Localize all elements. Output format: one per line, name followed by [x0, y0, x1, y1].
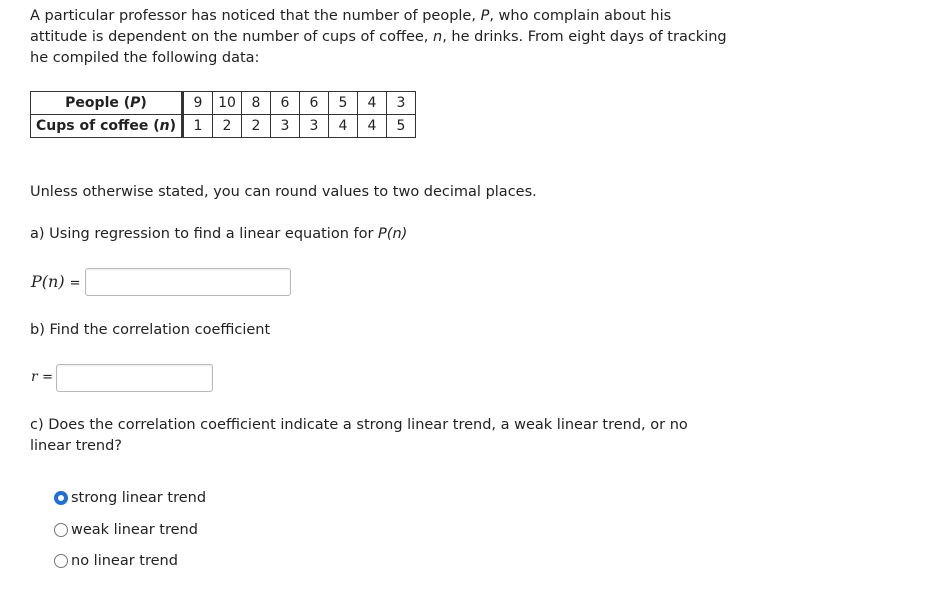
intro-text-3: , he drinks. From eight days of tracking he compiled the following data:: [30, 29, 727, 66]
question-b: b) Find the correlation coefficient: [30, 322, 271, 338]
row-header-cups: Cups of coffee (n): [31, 115, 183, 138]
table-cell: 10: [213, 92, 242, 115]
table-cell: 5: [387, 115, 416, 138]
answer-b-input[interactable]: [56, 364, 213, 392]
table-cell: 4: [358, 92, 387, 115]
intro-var-n: n: [433, 29, 443, 45]
table-row-cups: [31, 115, 416, 138]
option-label: no linear trend: [71, 553, 178, 569]
option-label: weak linear trend: [71, 522, 198, 538]
answer-a-input[interactable]: [85, 268, 291, 296]
question-a-text: a) Using regression to find a linear equation for: [30, 226, 379, 242]
radio-unselected-icon[interactable]: [54, 554, 68, 568]
table-cell: 5: [329, 92, 358, 115]
table-cell: 3: [271, 115, 300, 138]
intro-text-1: A particular professor has noticed that the number of people,: [30, 8, 481, 24]
row-header-people: People (P): [31, 92, 183, 115]
table-row-people: [31, 92, 416, 115]
intro-var-p: P: [480, 8, 490, 24]
question-a: [30, 224, 407, 245]
table-cell: 3: [300, 115, 329, 138]
problem-intro: [30, 6, 730, 69]
table-cell: 1: [183, 115, 213, 138]
answer-b-label: r =: [31, 369, 54, 385]
question-a-func: P(n): [378, 226, 408, 242]
radio-selected-icon[interactable]: [54, 491, 68, 505]
table-cell: 3: [387, 92, 416, 115]
question-c: c) Does the correlation coefficient indicate a strong linear trend, a weak linear trend, or no linear trend?: [30, 417, 688, 454]
option-label: strong linear trend: [71, 490, 207, 506]
option-no-linear-trend[interactable]: [54, 551, 178, 571]
table-cell: 2: [242, 115, 271, 138]
table-cell: 9: [183, 92, 213, 115]
table-cell: 4: [358, 115, 387, 138]
table-cell: 8: [242, 92, 271, 115]
data-table: [30, 91, 416, 138]
option-weak-linear-trend[interactable]: [54, 520, 198, 540]
answer-a-label: P(n) =: [31, 272, 81, 291]
intro-text-2: , who complain about his attitude is dependent on the number of cups of coffee,: [30, 8, 672, 45]
table-cell: 2: [213, 115, 242, 138]
table-cell: 6: [271, 92, 300, 115]
radio-unselected-icon[interactable]: [54, 523, 68, 537]
table-cell: 4: [329, 115, 358, 138]
table-cell: 6: [300, 92, 329, 115]
option-strong-linear-trend[interactable]: [54, 488, 206, 508]
rounding-note: Unless otherwise stated, you can round values to two decimal places.: [30, 184, 537, 200]
